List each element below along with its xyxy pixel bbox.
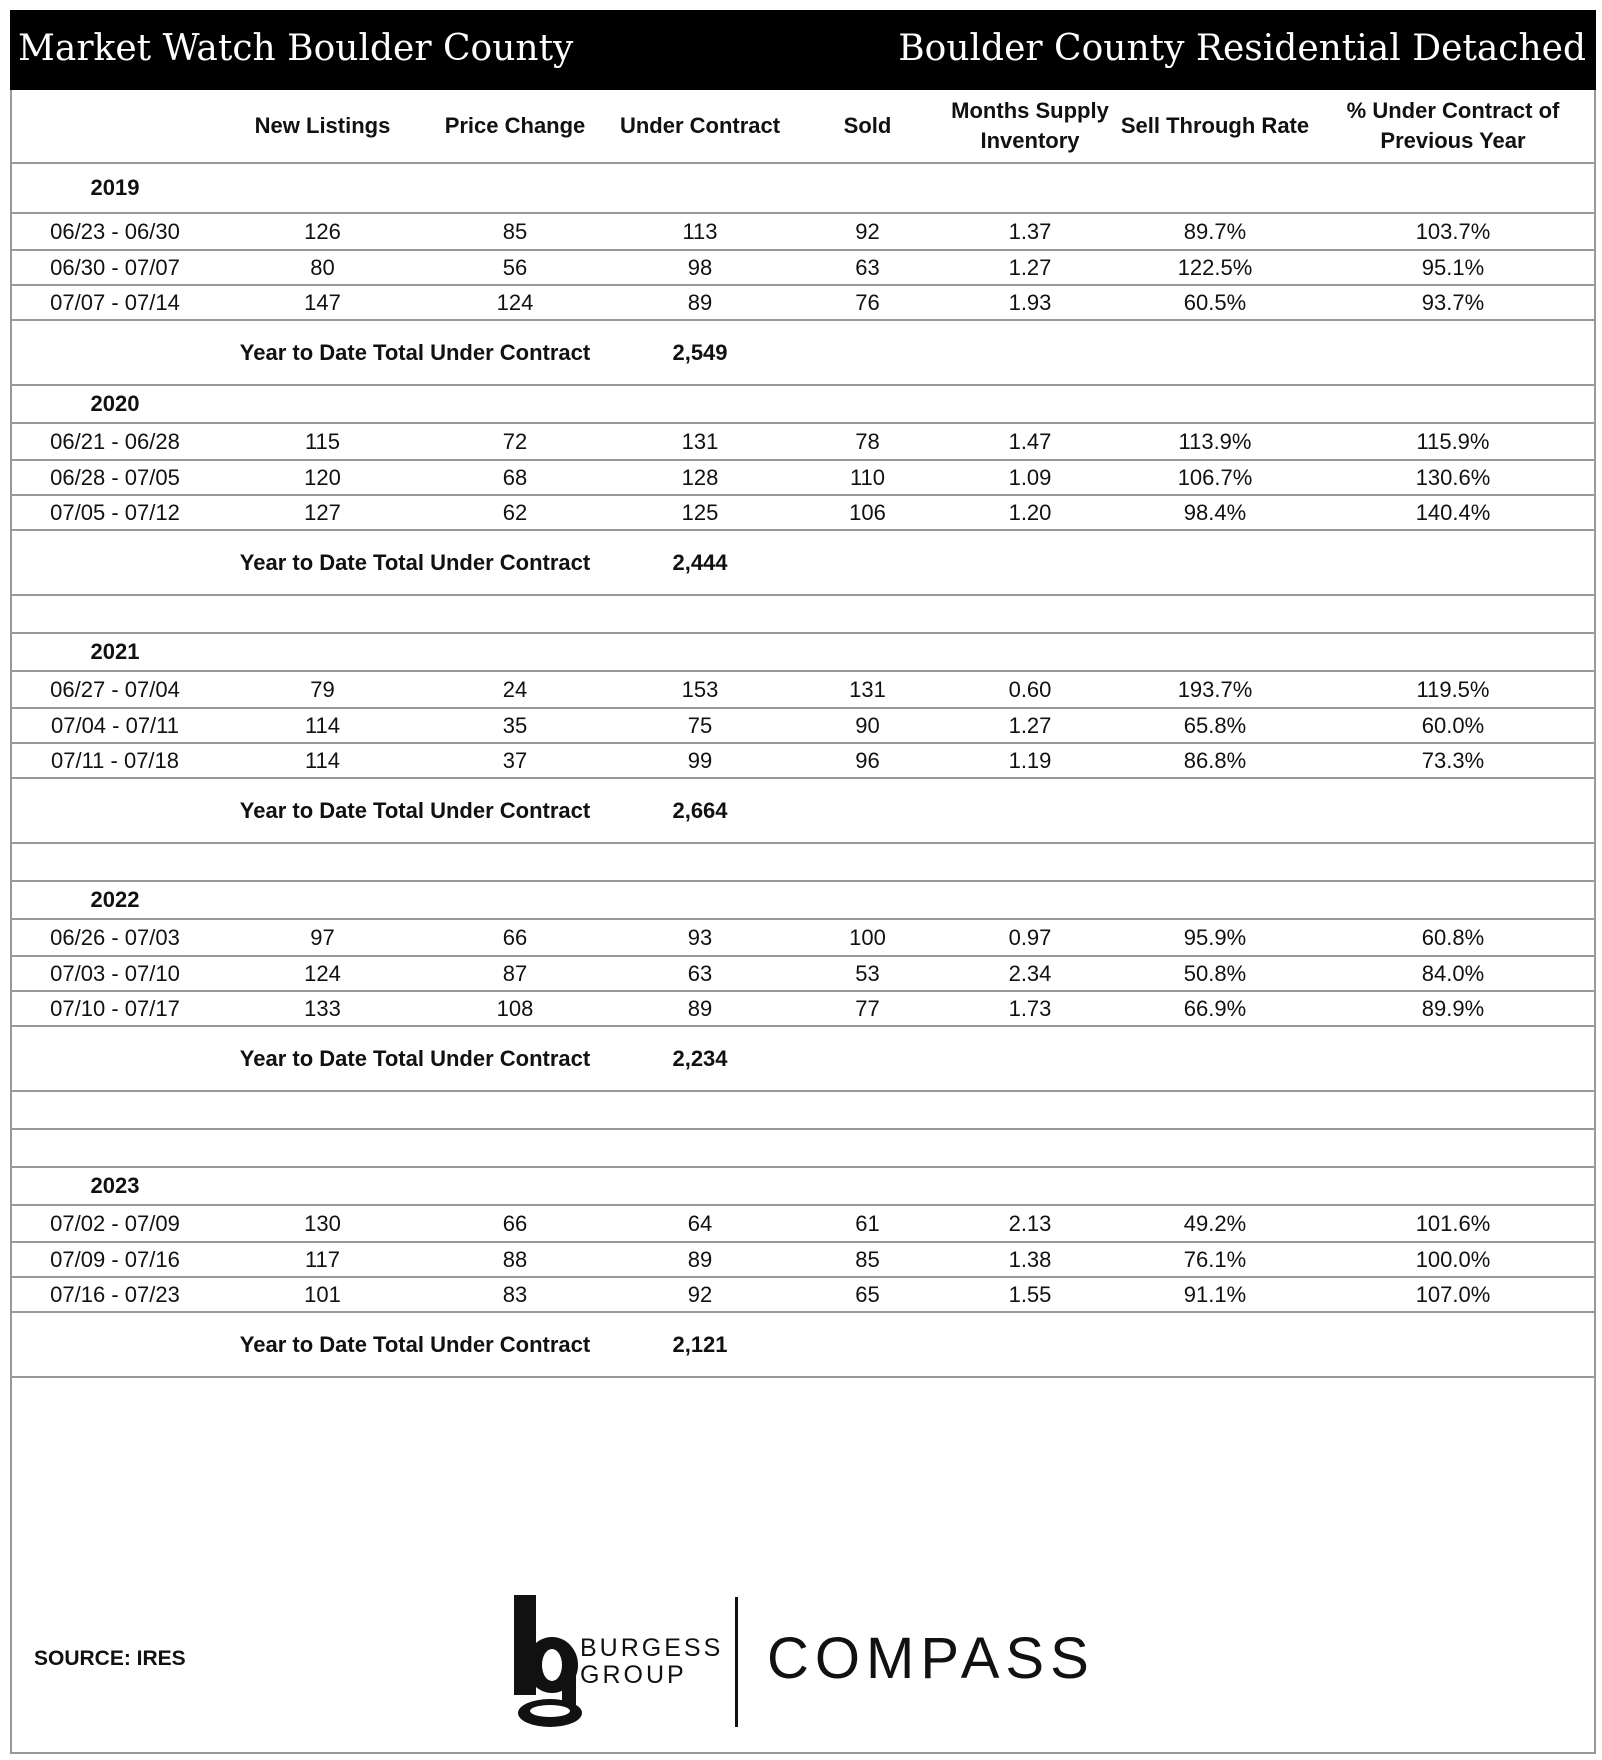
table-cell: 1.09 xyxy=(1008,464,1052,490)
column-header-price-change: Price Change xyxy=(444,113,586,138)
table-cell: 60.8% xyxy=(1421,924,1485,950)
column-header-sold: Sold xyxy=(843,113,892,138)
table-cell: 83 xyxy=(502,1281,528,1307)
table-cell: 92 xyxy=(855,218,880,244)
table-cell: 0.60 xyxy=(1008,676,1052,702)
table-cell: 130 xyxy=(304,1210,341,1236)
table-cell: 76 xyxy=(855,289,880,315)
table-cell: 87 xyxy=(502,960,528,986)
table-cell: 128 xyxy=(681,464,719,490)
table-cell: 60.0% xyxy=(1421,712,1485,738)
table-cell: 79 xyxy=(310,676,335,702)
ytd-total: 2,121 xyxy=(672,1331,728,1357)
table-cell: 49.2% xyxy=(1183,1210,1247,1236)
year-row xyxy=(10,882,1596,920)
table-cell: 98.4% xyxy=(1183,499,1247,525)
table-cell: 1.38 xyxy=(1008,1246,1052,1272)
table-cell: 66 xyxy=(502,924,528,950)
ytd-total: 2,234 xyxy=(672,1045,728,1071)
week-range-cell: 07/02 - 07/09 xyxy=(50,1210,180,1236)
ytd-total: 2,444 xyxy=(672,549,728,575)
table-cell: 1.37 xyxy=(1008,218,1052,244)
group-line: GROUP xyxy=(580,1661,687,1689)
table-row xyxy=(10,214,1596,251)
table-cell: 117 xyxy=(304,1246,341,1272)
table-cell: 1.19 xyxy=(1008,747,1052,773)
table-cell: 110 xyxy=(849,464,886,490)
ytd-label: Year to Date Total Under Contract xyxy=(239,549,591,575)
table-cell: 92 xyxy=(687,1281,713,1307)
table-row xyxy=(10,286,1596,321)
table-cell: 0.97 xyxy=(1008,924,1052,950)
week-range-cell: 07/07 - 07/14 xyxy=(50,289,180,315)
table-cell: 103.7% xyxy=(1415,218,1491,244)
week-range-cell: 06/30 - 07/07 xyxy=(50,254,180,280)
left-title: Market Watch Boulder County xyxy=(18,28,574,69)
table-cell: 131 xyxy=(849,676,886,702)
table-cell: 1.20 xyxy=(1008,499,1052,525)
year-row xyxy=(10,164,1596,214)
week-range-cell: 07/05 - 07/12 xyxy=(50,499,180,525)
table-row xyxy=(10,672,1596,709)
table-cell: 84.0% xyxy=(1421,960,1485,986)
year-row xyxy=(10,386,1596,424)
table-cell: 124 xyxy=(304,960,341,986)
table-cell: 50.8% xyxy=(1183,960,1247,986)
spacer-row xyxy=(10,844,1596,882)
table-cell: 1.93 xyxy=(1008,289,1052,315)
table-cell: 2.13 xyxy=(1008,1210,1052,1236)
table-cell: 37 xyxy=(502,747,528,773)
column-header-new-listings: New Listings xyxy=(254,113,391,138)
table-cell: 89 xyxy=(687,289,713,315)
table-row xyxy=(10,920,1596,957)
table-cell: 115 xyxy=(304,428,341,454)
right-title: Boulder County Residential Detached xyxy=(898,28,1586,69)
table-cell: 99 xyxy=(687,747,713,773)
table-cell: 101.6% xyxy=(1415,1210,1491,1236)
table-cell: 75 xyxy=(687,712,713,738)
table-cell: 127 xyxy=(304,499,341,525)
table-row xyxy=(10,424,1596,461)
table-cell: 76.1% xyxy=(1183,1246,1247,1272)
table-cell: 125 xyxy=(681,499,719,525)
ytd-label: Year to Date Total Under Contract xyxy=(239,797,591,823)
table-cell: 88 xyxy=(502,1246,528,1272)
table-row xyxy=(10,992,1596,1027)
table-cell: 56 xyxy=(502,254,528,280)
ytd-total: 2,549 xyxy=(672,339,728,365)
table-row xyxy=(10,251,1596,286)
table-cell: 100 xyxy=(849,924,886,950)
table-cell: 66.9% xyxy=(1183,995,1247,1021)
table-cell: 98 xyxy=(687,254,713,280)
table-cell: 101 xyxy=(304,1281,341,1307)
table-cell: 113.9% xyxy=(1178,428,1252,454)
table-cell: 95.1% xyxy=(1421,254,1485,280)
table-cell: 61 xyxy=(855,1210,880,1236)
table-cell: 78 xyxy=(855,428,880,454)
table-cell: 119.5% xyxy=(1416,676,1490,702)
ytd-row xyxy=(10,1313,1596,1378)
week-range-cell: 07/10 - 07/17 xyxy=(50,995,180,1021)
table-cell: 53 xyxy=(855,960,880,986)
table-cell: 1.47 xyxy=(1008,428,1052,454)
column-header-period xyxy=(10,90,220,162)
title-bar xyxy=(10,10,1596,90)
table-cell: 153 xyxy=(681,676,719,702)
column-header-months-supply: Months Supply Inventory xyxy=(951,98,1109,153)
week-range-cell: 07/16 - 07/23 xyxy=(50,1281,180,1307)
table-cell: 114 xyxy=(304,712,341,738)
week-range-cell: 06/21 - 06/28 xyxy=(50,428,180,454)
ytd-row xyxy=(10,531,1596,596)
table-cell: 147 xyxy=(304,289,341,315)
table-row xyxy=(10,957,1596,992)
table-cell: 35 xyxy=(502,712,528,738)
burgess-group-wordmark xyxy=(580,1635,723,1689)
year-row xyxy=(10,1168,1596,1206)
table-header xyxy=(10,90,1596,164)
table-cell: 133 xyxy=(304,995,341,1021)
table-cell: 62 xyxy=(502,499,528,525)
table-cell: 64 xyxy=(687,1210,713,1236)
table-cell: 72 xyxy=(502,428,528,454)
table-cell: 89 xyxy=(687,1246,713,1272)
week-range-cell: 06/23 - 06/30 xyxy=(50,218,180,244)
week-range-cell: 06/28 - 07/05 xyxy=(50,464,180,490)
year-label: 2021 xyxy=(90,639,140,664)
table-cell: 65.8% xyxy=(1183,712,1247,738)
year-row xyxy=(10,634,1596,672)
table-row xyxy=(10,1206,1596,1243)
table-row xyxy=(10,1278,1596,1313)
table-cell: 131 xyxy=(681,428,719,454)
table-cell: 106.7% xyxy=(1177,464,1253,490)
table-cell: 63 xyxy=(855,254,880,280)
table-cell: 77 xyxy=(855,995,880,1021)
ytd-row xyxy=(10,1027,1596,1092)
table-cell: 106 xyxy=(849,499,886,525)
table-cell: 85 xyxy=(502,218,528,244)
table-cell: 93.7% xyxy=(1421,289,1485,315)
table-cell: 24 xyxy=(502,676,528,702)
week-range-cell: 06/27 - 07/04 xyxy=(50,676,180,702)
table-cell: 89.9% xyxy=(1421,995,1485,1021)
table-cell: 91.1% xyxy=(1183,1281,1247,1307)
column-header-sell-through: Sell Through Rate xyxy=(1120,113,1310,138)
table-cell: 100.0% xyxy=(1415,1246,1491,1272)
table-cell: 124 xyxy=(496,289,534,315)
table-cell: 114 xyxy=(304,747,341,773)
spacer-row xyxy=(10,596,1596,634)
table-cell: 66 xyxy=(502,1210,528,1236)
source-note: SOURCE: IRES xyxy=(34,1647,186,1670)
table-cell: 130.6% xyxy=(1415,464,1491,490)
column-header-under-contract: Under Contract xyxy=(619,113,781,138)
table-cell: 89.7% xyxy=(1183,218,1247,244)
table-cell: 122.5% xyxy=(1177,254,1253,280)
year-label: 2022 xyxy=(90,887,140,912)
year-label: 2020 xyxy=(90,391,140,416)
week-range-cell: 07/03 - 07/10 xyxy=(50,960,180,986)
table-cell: 85 xyxy=(855,1246,880,1272)
ytd-total: 2,664 xyxy=(672,797,728,823)
table-cell: 1.27 xyxy=(1008,712,1052,738)
table-cell: 193.7% xyxy=(1177,676,1253,702)
table-row xyxy=(10,744,1596,779)
table-cell: 1.55 xyxy=(1008,1281,1052,1307)
week-range-cell: 07/04 - 07/11 xyxy=(50,712,180,738)
table-cell: 120 xyxy=(304,464,341,490)
table-cell: 73.3% xyxy=(1421,747,1485,773)
table-cell: 63 xyxy=(687,960,713,986)
table-cell: 96 xyxy=(855,747,880,773)
table-cell: 126 xyxy=(304,218,341,244)
table-cell: 115.9% xyxy=(1416,428,1490,454)
table-cell: 89 xyxy=(687,995,713,1021)
table-cell: 86.8% xyxy=(1183,747,1247,773)
table-cell: 68 xyxy=(502,464,528,490)
spacer-row xyxy=(10,1130,1596,1168)
table-cell: 107.0% xyxy=(1415,1281,1491,1307)
table-cell: 108 xyxy=(496,995,534,1021)
table-cell: 93 xyxy=(687,924,713,950)
ytd-label: Year to Date Total Under Contract xyxy=(239,1331,591,1357)
table-cell: 2.34 xyxy=(1008,960,1052,986)
footer xyxy=(10,1565,1596,1754)
year-label: 2023 xyxy=(90,1173,140,1198)
week-range-cell: 07/09 - 07/16 xyxy=(50,1246,180,1272)
week-range-cell: 06/26 - 07/03 xyxy=(50,924,180,950)
logo-divider xyxy=(735,1597,738,1727)
table-cell: 1.27 xyxy=(1008,254,1052,280)
column-header-pct-prev-year: % Under Contract of Previous Year xyxy=(1346,98,1560,153)
week-range-cell: 07/11 - 07/18 xyxy=(50,747,180,773)
spacer-row xyxy=(10,1092,1596,1130)
ytd-label: Year to Date Total Under Contract xyxy=(239,339,591,365)
year-label: 2019 xyxy=(90,175,140,200)
table-cell: 65 xyxy=(855,1281,880,1307)
table-row xyxy=(10,1243,1596,1278)
ytd-row xyxy=(10,779,1596,844)
ytd-row xyxy=(10,321,1596,386)
ytd-label: Year to Date Total Under Contract xyxy=(239,1045,591,1071)
table-cell: 95.9% xyxy=(1183,924,1247,950)
table-cell: 97 xyxy=(310,924,335,950)
compass-wordmark: COMPASS xyxy=(767,1626,1095,1691)
burgess-line: BURGESS xyxy=(580,1634,724,1662)
table-cell: 140.4% xyxy=(1415,499,1491,525)
table-cell: 80 xyxy=(310,254,335,280)
table-row xyxy=(10,496,1596,531)
table-cell: 90 xyxy=(855,712,880,738)
table-row xyxy=(10,709,1596,744)
table-cell: 60.5% xyxy=(1183,289,1247,315)
table-cell: 113 xyxy=(682,218,718,244)
table-row xyxy=(10,461,1596,496)
table-cell: 1.73 xyxy=(1008,995,1052,1021)
